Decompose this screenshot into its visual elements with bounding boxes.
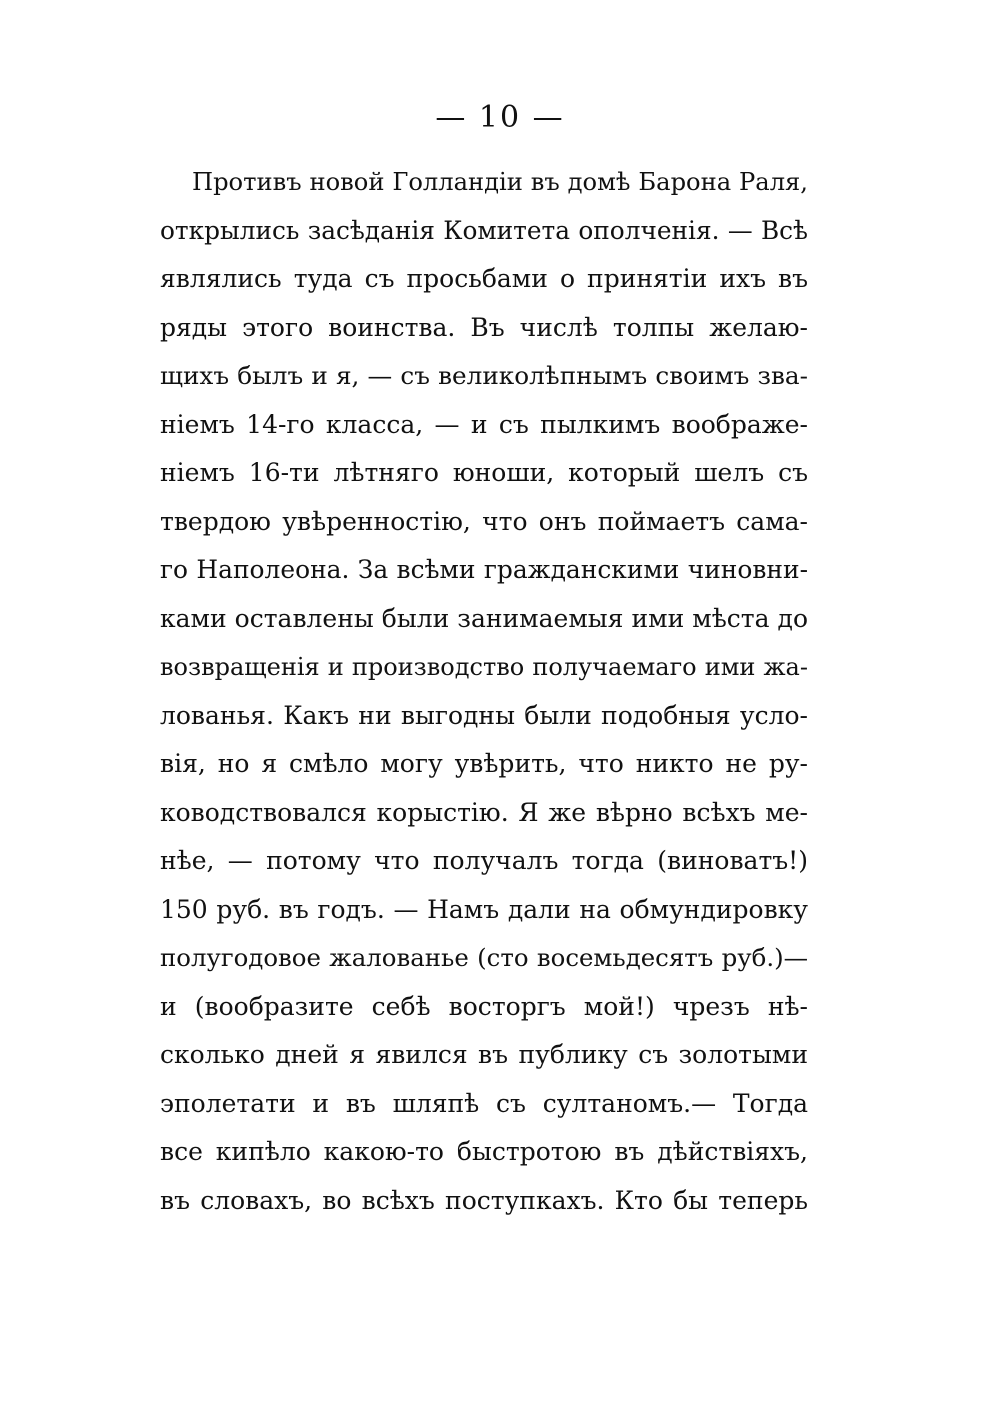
text-line: го Наполеона. За всѣми гражданскими чиновни-: [160, 555, 808, 584]
body-text: [160, 158, 808, 1225]
text-line: въ словахъ, во всѣхъ поступкахъ. Кто бы теперь: [160, 1185, 808, 1215]
text-line: и (вообразите себѣ восторгъ мой!) чрезъ нѣ-: [160, 991, 808, 1021]
text-line: лованья. Какъ ни выгодны были подобныя усло-: [160, 700, 808, 730]
text-line: ководствовался корыстію. Я же вѣрно всѣхъ ме-: [160, 797, 808, 827]
text-line: ніемъ 14-го класса, — и съ пылкимъ воображе-: [160, 409, 808, 439]
text-line: твердою увѣренностію, что онъ поймаетъ сама-: [160, 506, 808, 536]
text-line: являлись туда съ просьбами о принятіи ихъ въ: [160, 264, 808, 293]
text-line: полугодовое жалованье (сто восемьдесятъ руб.)—: [160, 943, 808, 972]
text-line: нѣе, — потому что получалъ тогда (виноватъ!): [160, 846, 808, 875]
text-line: все кипѣло какою-то быстротою въ дѣйствіяхъ,: [160, 1137, 808, 1166]
text-line: сколько дней я явился въ публику съ золотыми: [160, 1040, 808, 1069]
text-line: 150 руб. въ годъ. — Намъ дали на обмундировку: [160, 894, 808, 924]
text-line: эполетати и въ шляпѣ съ султаномъ.— Тогда: [160, 1088, 808, 1118]
text-line: открылись засѣданія Комитета ополченія. — Всѣ: [160, 215, 808, 245]
text-line: ряды этого воинства. Въ числѣ толпы желаю-: [160, 312, 808, 342]
text-line: ніемъ 16-ти лѣтняго юноши, который шелъ съ: [160, 458, 808, 487]
text-line: ками оставлены были занимаемыя ими мѣста до: [160, 603, 808, 633]
text-line: вія, но я смѣло могу увѣрить, что никто не ру-: [160, 749, 808, 778]
text-line: Противъ новой Голландіи въ домѣ Барона Раля,: [192, 168, 808, 196]
text-line: щихъ былъ и я, — съ великолѣпнымъ своимъ зва-: [160, 361, 808, 390]
page-number: — 10 —: [435, 100, 565, 135]
text-line: возвращенія и производство получаемаго ими жа-: [160, 653, 808, 681]
